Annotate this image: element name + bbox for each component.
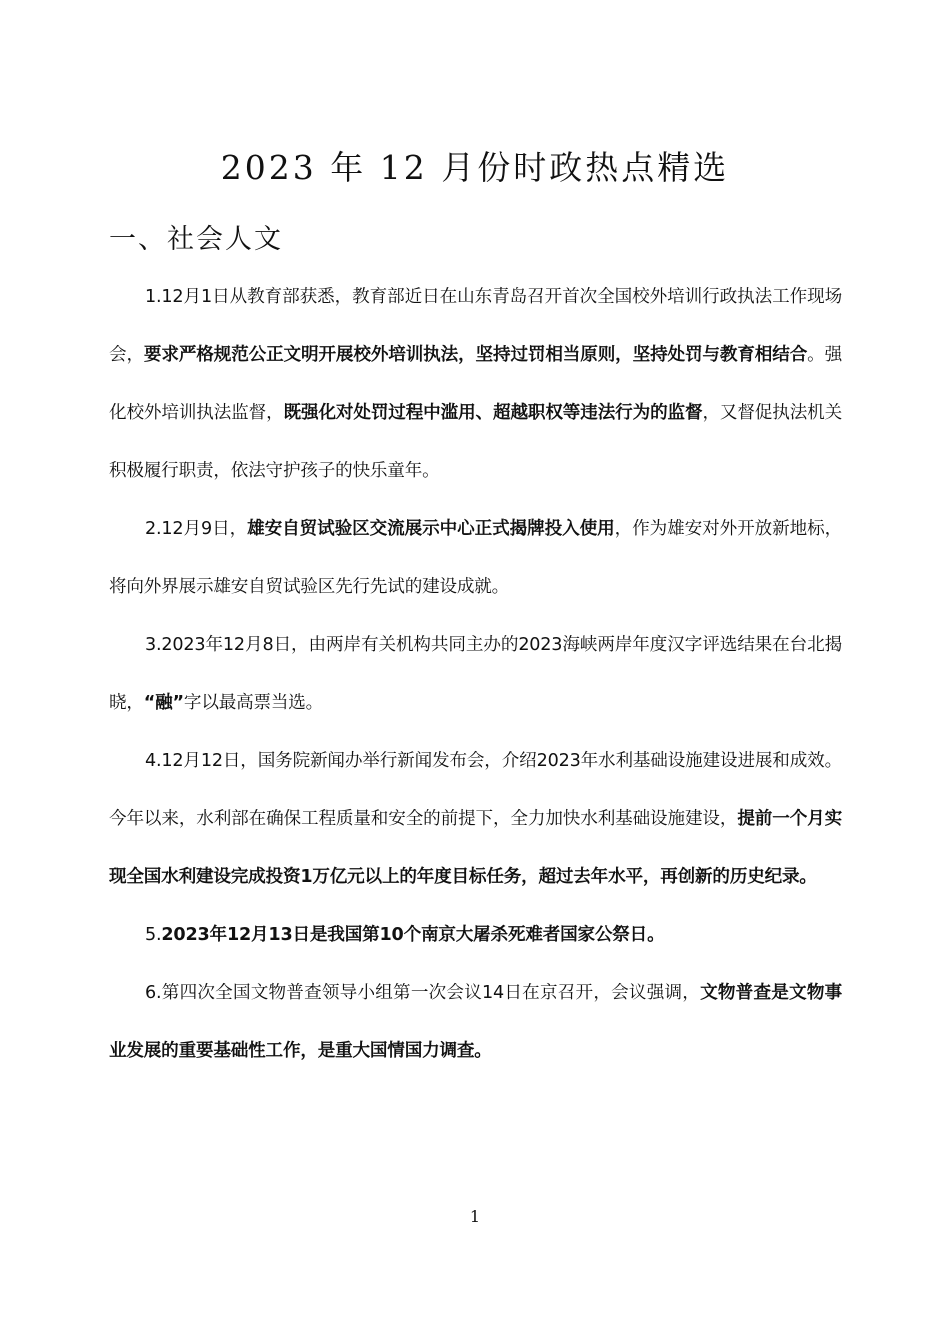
news-paragraph-4	[109, 732, 842, 906]
text-run: 2.12月9日，	[145, 519, 248, 539]
bold-text-run: 雄安自贸试验区交流展示中心正式揭牌投入使用	[247, 519, 615, 539]
text-run: 。强化校外培训执法监督，	[109, 345, 843, 423]
news-paragraph-1	[109, 268, 842, 500]
news-paragraph-3	[109, 616, 842, 732]
news-paragraph-6	[109, 964, 842, 1080]
text-run: 1.12月1日从教育部获悉，教育部近日在山东青岛召开首次全国校外培训行政执法工作现场会，	[109, 287, 842, 365]
text-run: 4.12月12日，国务院新闻办举行新闻发布会，介绍2023年水利基础设施建设进展和成效。今年以来，水利部在确保工程质量和安全的前提下，全力加快水利基础设施建设，	[109, 751, 842, 829]
text-run: 5.	[145, 925, 162, 945]
text-run: 字以最高票当选。	[183, 693, 324, 713]
bold-text-run: 2023年12月13日是我国第10个南京大屠杀死难者国家公祭日。	[161, 925, 665, 945]
bold-text-run: “融”	[143, 693, 184, 713]
bold-text-run: 要求严格规范公正文明开展校外培训执法，坚持过罚相当原则，坚持处罚与教育相结合	[143, 345, 808, 365]
document-body	[109, 268, 842, 1080]
bold-text-run: 提前一个月实现全国水利建设完成投资1万亿元以上的年度目标任务，超过去年水平，再创新的历史纪录。	[109, 809, 842, 887]
document-title: 2023 年 12 月份时政热点精选	[220, 148, 730, 187]
news-paragraph-5	[109, 906, 842, 964]
text-run: ，又督促执法机关积极履行职责，依法守护孩子的快乐童年。	[109, 403, 843, 481]
section-heading: 一、社会人文	[109, 224, 283, 255]
page-number: 1	[469, 1207, 481, 1226]
bold-text-run: 既强化对处罚过程中滥用、超越职权等违法行为的监督	[283, 403, 703, 423]
text-run: ，作为雄安对外开放新地标，将向外界展示雄安自贸试验区先行先试的建设成就。	[109, 519, 842, 597]
text-run: 3.2023年12月8日，由两岸有关机构共同主办的2023海峡两岸年度汉字评选结果在台北揭晓，	[109, 635, 842, 713]
bold-text-run: 文物普查是文物事业发展的重要基础性工作，是重大国情国力调查。	[109, 983, 843, 1061]
text-run: 6.第四次全国文物普查领导小组第一次会议14日在京召开，会议强调，	[145, 983, 701, 1003]
news-paragraph-2	[109, 500, 842, 616]
